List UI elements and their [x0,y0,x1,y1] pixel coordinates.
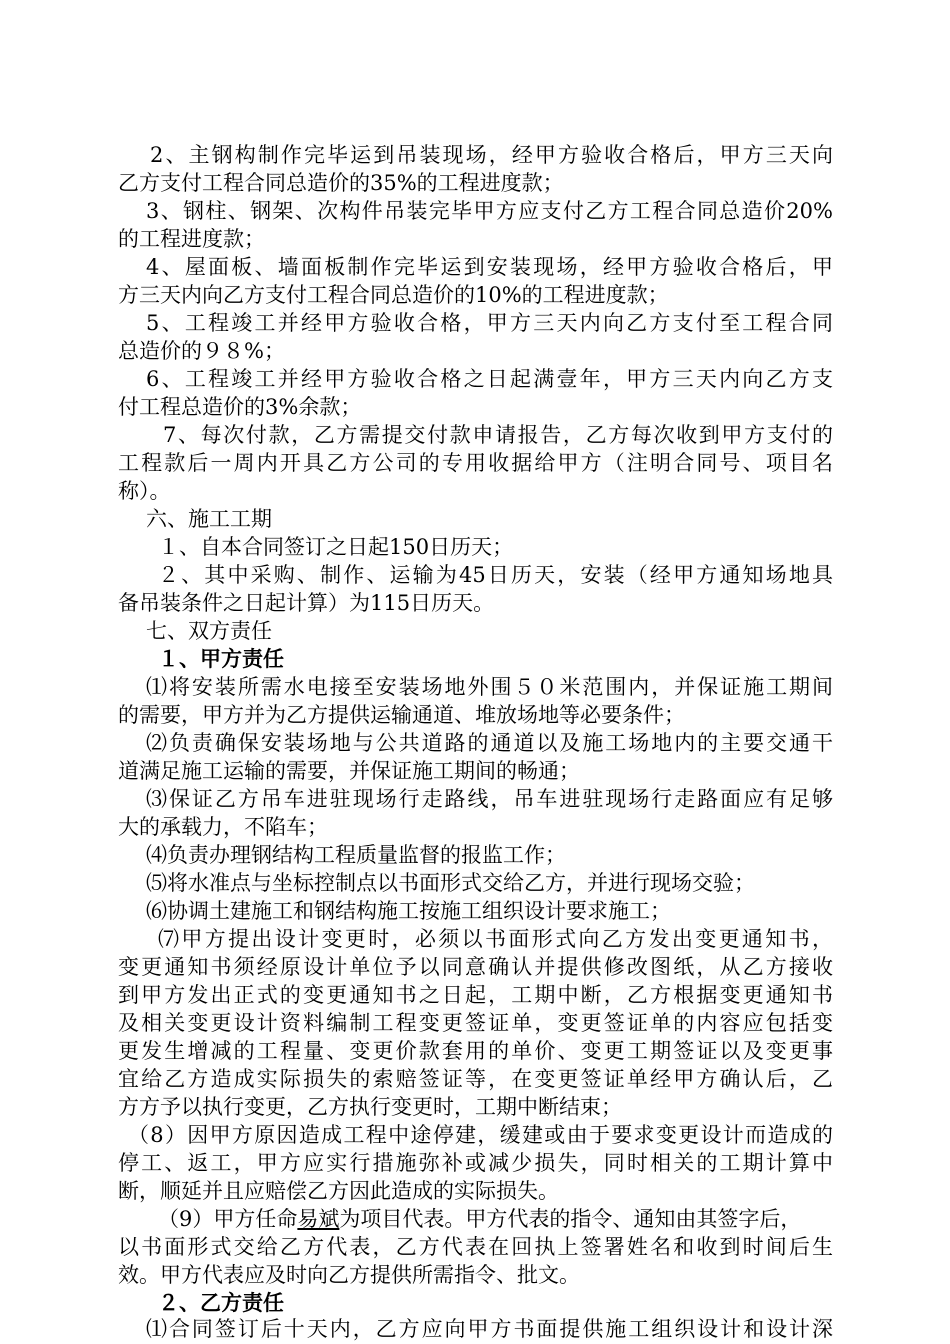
paragraph-line: 的工程进度款； [118,227,265,251]
paragraph-line: 4、屋面板、墙面板制作完毕运到安装现场，经甲方验收合格后，甲 [146,255,833,279]
paragraph-line: 5、工程竣工并经甲方验收合格，甲方三天内向乙方支付至工程合同 [146,311,833,335]
paragraph-line: 变更通知书须经原设计单位予以同意确认并提供修改图纸，从乙方接收 [118,955,833,979]
subsection-heading: １、甲方责任 [158,646,284,671]
paragraph-line [158,1204,833,1234]
paragraph-line: ⑶保证乙方吊车进驻现场行走路线，吊车进驻现场行走路面应有足够 [146,787,833,811]
paragraph-line: 工程款后一周内开具乙方公司的专用收据给甲方（注明合同号、项目名 [118,451,833,475]
paragraph-line: 更发生增减的工程量、变更价款套用的单价、变更工期签证以及变更事 [118,1039,833,1063]
paragraph-line: 乙方支付工程合同总造价的35%的工程进度款； [118,171,564,195]
paragraph-line: 付工程总造价的3%余款； [118,395,362,419]
line-text: （9）甲方任命 [158,1207,298,1231]
paragraph-line: ⑵负责确保安装场地与公共道路的通道以及施工场地内的主要交通干 [146,731,833,755]
paragraph-line: 总造价的９８%； [118,339,285,363]
paragraph-line: ⑴合同签订后十天内，乙方应向甲方书面提供施工组织设计和设计深 [146,1317,833,1341]
paragraph-line: 方三天内向乙方支付工程合同总造价的10%的工程进度款； [118,283,669,307]
paragraph-line: 7、每次付款，乙方需提交付款申请报告，乙方每次收到甲方支付的 [163,423,833,447]
paragraph-line: 方方予以执行变更，乙方执行变更时，工期中断结束； [118,1095,622,1119]
representative-name: 易斌 [297,1207,340,1231]
paragraph-line: 2、主钢构制作完毕运到吊装现场，经甲方验收合格后，甲方三天向 [150,143,833,167]
paragraph-line: ⑸将水准点与坐标控制点以书面形式交给乙方，并进行现场交验； [146,871,755,895]
paragraph-line: 的需要，甲方并为乙方提供运输通道、堆放场地等必要条件； [118,703,685,727]
paragraph-line: ２、其中采购、制作、运输为45日历天，安装（经甲方通知场地具 [158,563,833,587]
paragraph-line: ⑺甲方提出设计变更时，必须以书面形式向乙方发出变更通知书， [158,927,833,951]
paragraph-line: （8）因甲方原因造成工程中途停建，缓建或由于要求变更设计而造成的 [128,1123,833,1147]
paragraph-line: 道满足施工运输的需要，并保证施工期间的畅通； [118,759,580,783]
paragraph-line: 以书面形式交给乙方代表，乙方代表在回执上签署姓名和收到时间后生 [118,1235,833,1259]
paragraph-line: 大的承载力，不陷车； [118,815,328,839]
paragraph-line: 效。甲方代表应及时向乙方提供所需指令、批文。 [118,1263,580,1287]
paragraph-line: １、自本合同签订之日起150日历天； [158,535,514,559]
paragraph-line: 宜给乙方造成实际损失的索赔签证等，在变更签证单经甲方确认后，乙 [118,1067,833,1091]
paragraph-line: 停工、返工，甲方应实行措施弥补或减少损失，同时相关的工期计算中 [118,1151,833,1175]
subsection-heading: ２、乙方责任 [158,1290,284,1315]
paragraph-line: 及相关变更设计资料编制工程变更签证单，变更签证单的内容应包括变 [118,1011,833,1035]
paragraph-line: 称）。 [118,479,171,503]
paragraph-line: ⑹协调土建施工和钢结构施工按施工组织设计要求施工； [146,899,671,923]
paragraph-line: 6、工程竣工并经甲方验收合格之日起满壹年，甲方三天内向乙方支 [146,367,833,391]
paragraph-line: 到甲方发出正式的变更通知书之日起，工期中断，乙方根据变更通知书 [118,983,833,1007]
paragraph-line: 备吊装条件之日起计算）为115日历天。 [118,591,495,615]
paragraph-line: 3、钢柱、钢架、次构件吊装完毕甲方应支付乙方工程合同总造价20% [146,199,833,223]
section-heading: 六、施工工期 [146,507,272,531]
section-heading: 七、双方责任 [146,619,272,643]
line-text: 为项目代表。甲方代表的指令、通知由其签字后， [339,1207,802,1231]
paragraph-line: ⑷负责办理钢结构工程质量监督的报监工作； [146,843,566,867]
paragraph-line: 断，顺延并且应赔偿乙方因此造成的实际损失。 [118,1179,559,1203]
paragraph-line: ⑴将安装所需水电接至安装场地外围５０米范围内，并保证施工期间 [146,675,833,699]
